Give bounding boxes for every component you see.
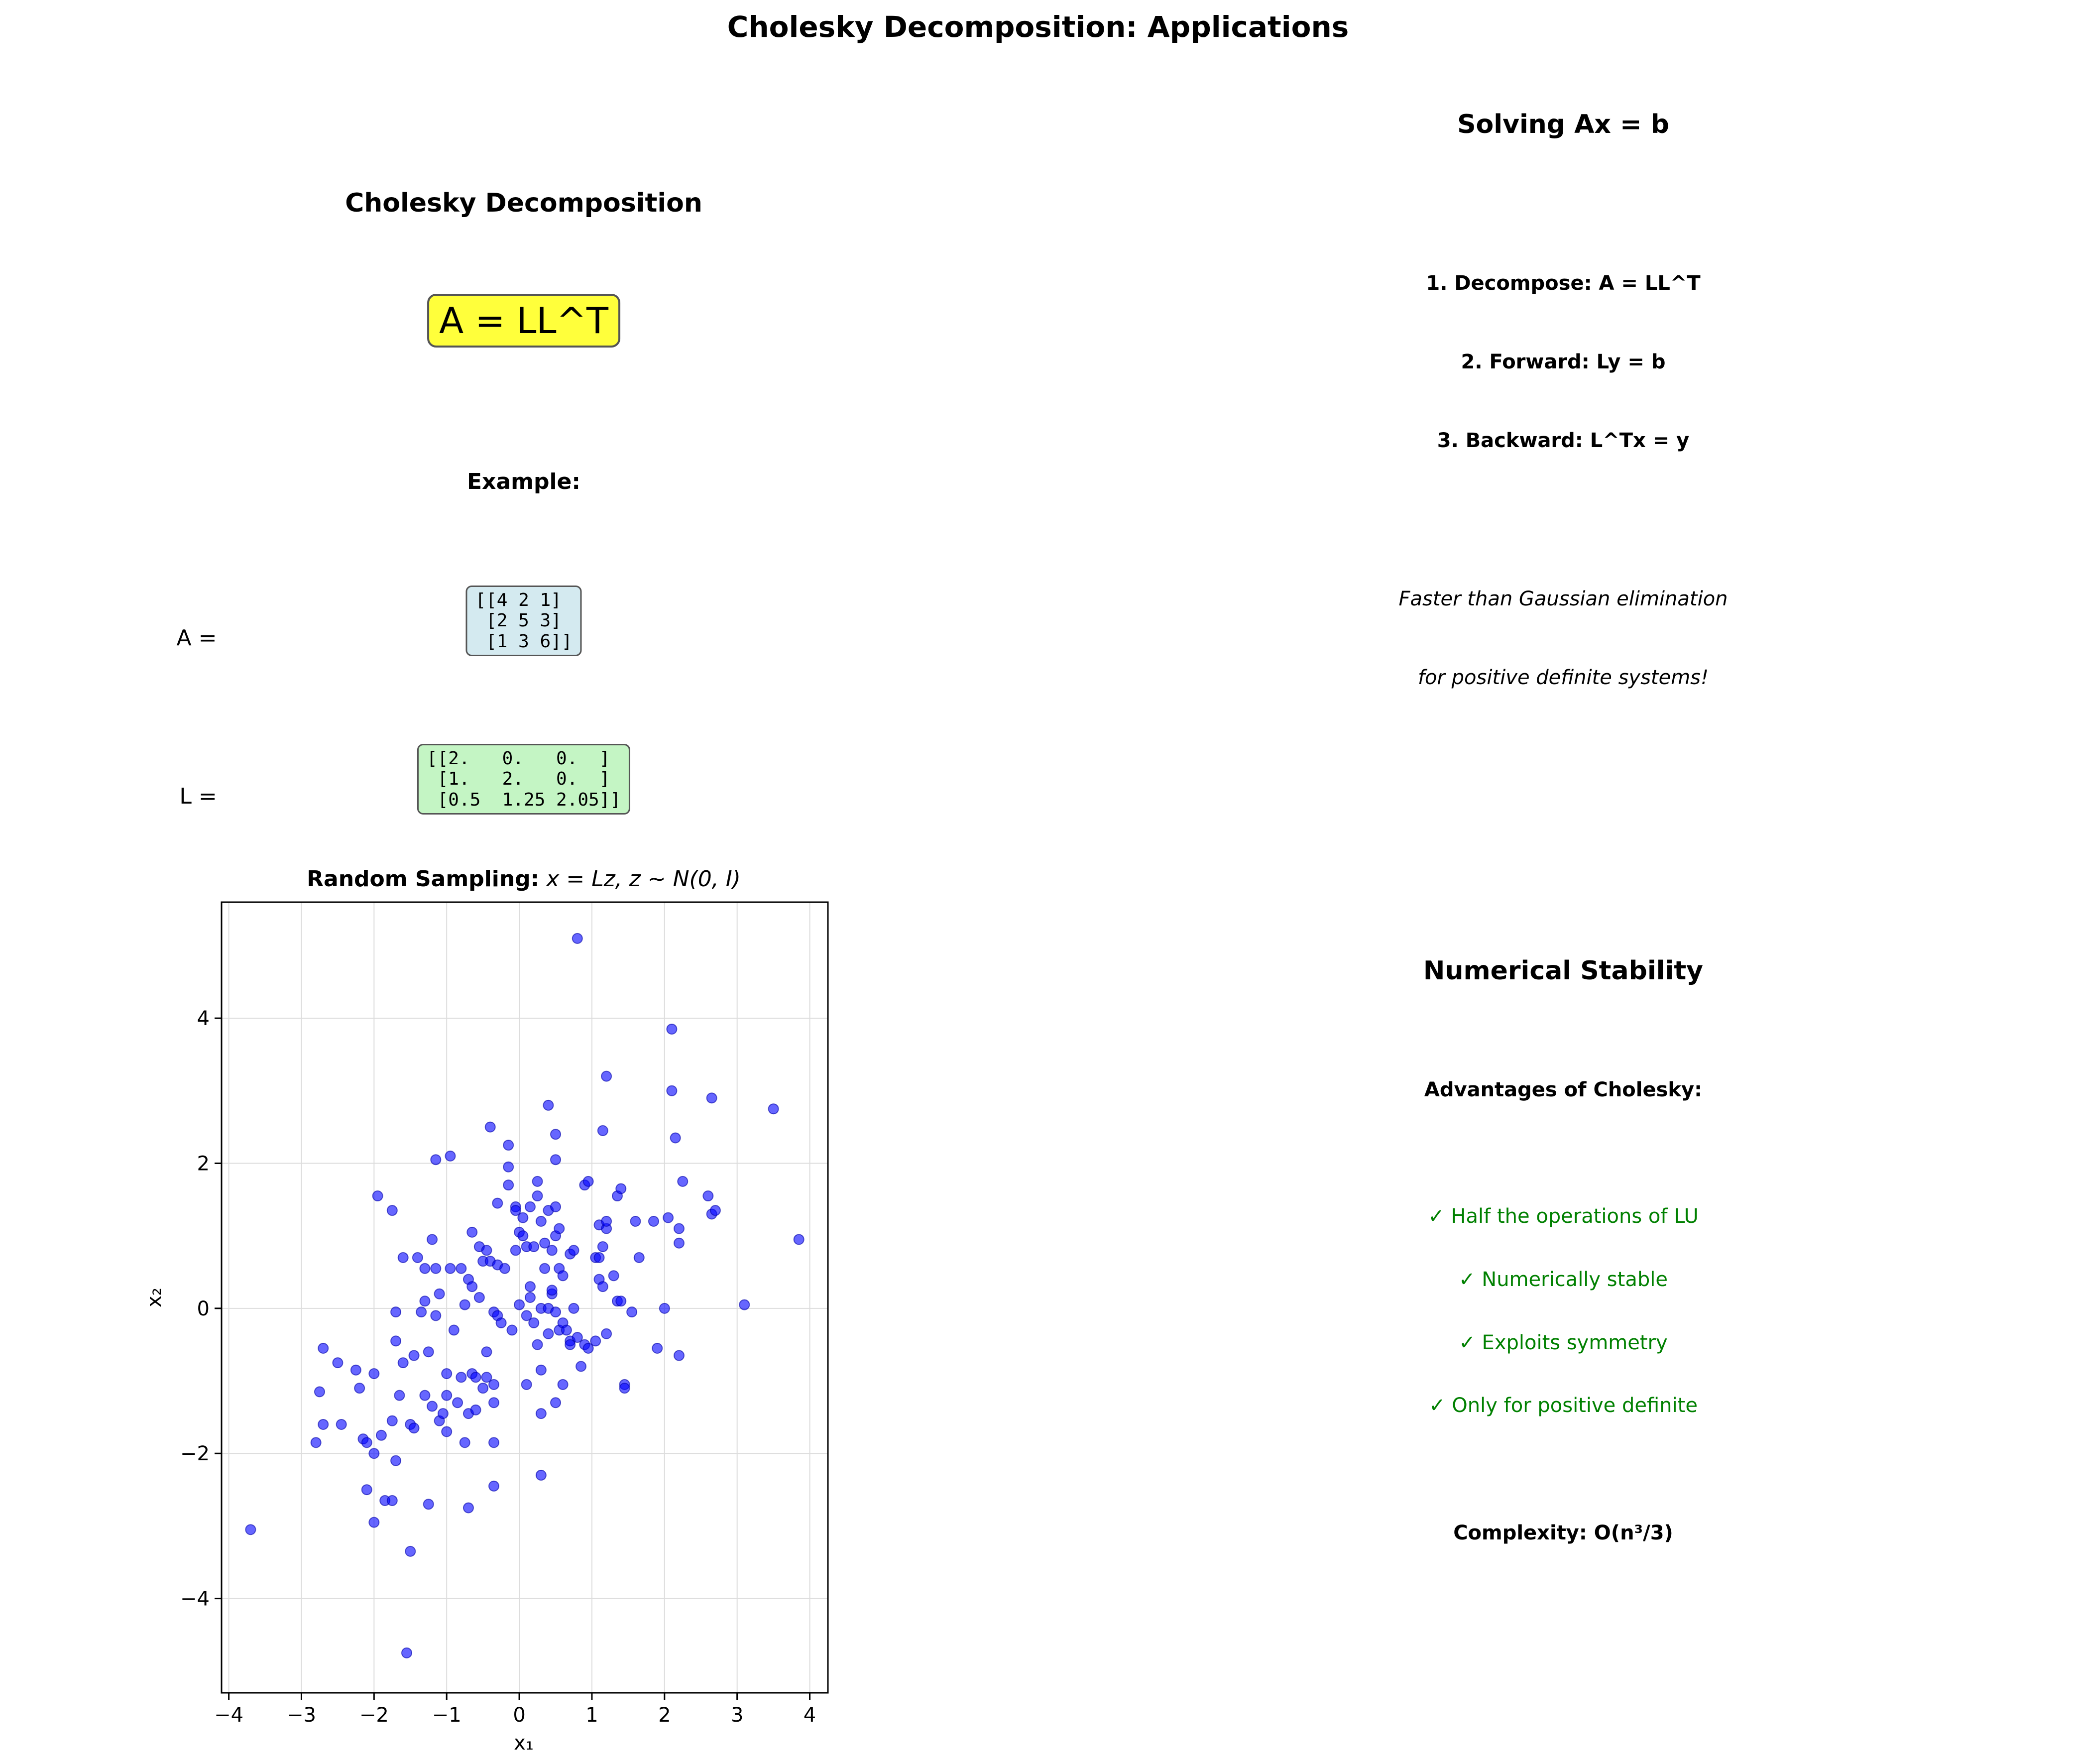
scatter-point [518, 1231, 528, 1241]
scatter-point [420, 1296, 430, 1306]
scatter-point [503, 1162, 513, 1172]
scatter-point [409, 1351, 419, 1361]
scatter-point [442, 1369, 452, 1379]
scatter-point [481, 1245, 491, 1255]
advantages-subtitle: Advantages of Cholesky: [1424, 1078, 1703, 1101]
matrix-a-row: [1 3 6]] [475, 631, 573, 652]
x-axis-label: x₁ [514, 1732, 534, 1755]
scatter-point [525, 1202, 535, 1212]
scatter-point [674, 1351, 684, 1361]
scatter-point [351, 1365, 361, 1375]
scatter-point [551, 1155, 561, 1165]
scatter-point [540, 1264, 550, 1274]
scatter-title-math: x = Lz, z ~ N(0, I) [539, 866, 741, 892]
scatter-point [529, 1318, 539, 1328]
scatter-point [543, 1329, 553, 1339]
scatter-point [554, 1224, 564, 1234]
scatter-point [674, 1224, 684, 1234]
scatter-point [634, 1253, 644, 1263]
scatter-point [707, 1093, 717, 1103]
point-layer [245, 934, 804, 1658]
scatter-point [667, 1086, 677, 1096]
scatter-point [551, 1307, 561, 1317]
step-backward: 3. Backward: L^Tx = y [1437, 429, 1690, 452]
scatter-point [551, 1129, 561, 1139]
scatter-point [522, 1380, 532, 1390]
scatter-point [481, 1347, 491, 1357]
scatter-point [435, 1289, 445, 1299]
scatter-point [671, 1133, 681, 1143]
scatter-point [525, 1282, 535, 1292]
y-tick-label: −4 [180, 1587, 210, 1611]
scatter-point [456, 1264, 466, 1274]
scatter-point [474, 1293, 484, 1302]
scatter-point [413, 1253, 423, 1263]
scatter-point [460, 1300, 470, 1310]
scatter-point [507, 1325, 517, 1335]
scatter-point [376, 1430, 386, 1440]
scatter-point [536, 1216, 546, 1226]
scatter-point [518, 1213, 528, 1223]
scatter-point [467, 1282, 477, 1292]
scatter-point [427, 1234, 437, 1244]
scatter-point [387, 1416, 397, 1426]
scatter-point [703, 1191, 713, 1201]
scatter-point [536, 1470, 546, 1480]
scatter-point [449, 1325, 459, 1335]
scatter-point [405, 1546, 415, 1556]
scatter-point [460, 1437, 470, 1447]
scatter-point [471, 1405, 481, 1415]
scatter-point [496, 1318, 506, 1328]
scatter-point [387, 1205, 397, 1215]
step-decompose: 1. Decompose: A = LL^T [1426, 272, 1701, 295]
scatter-point [536, 1365, 546, 1375]
scatter-point [533, 1340, 543, 1350]
scatter-point [409, 1423, 419, 1433]
scatter-point [503, 1180, 513, 1190]
scatter-point [514, 1300, 524, 1310]
matrix-a-row: [[4 2 1] [475, 590, 562, 610]
scatter-point [547, 1285, 557, 1295]
scatter-point [551, 1202, 561, 1212]
scatter-point [391, 1336, 401, 1346]
scatter-point [533, 1191, 543, 1201]
scatter-point [318, 1419, 328, 1429]
scatter-point [558, 1380, 568, 1390]
formula-box: A = LL^T [427, 294, 620, 348]
scatter-point [394, 1391, 404, 1401]
scatter-point [598, 1242, 608, 1252]
scatter-point [660, 1303, 670, 1313]
scatter-point [369, 1448, 379, 1458]
scatter-point [478, 1383, 488, 1393]
scatter-point [794, 1234, 804, 1244]
scatter-point [471, 1372, 481, 1382]
scatter-point [398, 1253, 408, 1263]
scatter-point [442, 1391, 452, 1401]
scatter-point [590, 1336, 600, 1346]
advantage-item: ✓ Only for positive definite [1429, 1394, 1698, 1417]
scatter-point [424, 1499, 434, 1509]
tick-layer [180, 1007, 816, 1727]
x-tick-label: −4 [214, 1704, 244, 1727]
x-tick-label: 3 [730, 1704, 744, 1727]
scatter-point [678, 1176, 688, 1186]
scatter-point [627, 1307, 637, 1317]
scatter-point [529, 1242, 539, 1252]
step-forward: 2. Forward: Ly = b [1461, 351, 1666, 373]
scatter-point [569, 1245, 578, 1255]
scatter-point [667, 1024, 677, 1034]
scatter-point [558, 1271, 568, 1281]
scatter-point [569, 1303, 578, 1313]
complexity-label: Complexity: O(n³/3) [1453, 1522, 1673, 1544]
scatter-point [362, 1437, 372, 1447]
scatter-point [551, 1398, 561, 1408]
scatter-point [543, 1100, 553, 1110]
x-tick-label: −1 [432, 1704, 461, 1727]
scatter-point [674, 1238, 684, 1248]
y-tick-label: 0 [197, 1297, 210, 1320]
scatter-point [562, 1325, 572, 1335]
scatter-point [598, 1126, 608, 1136]
scatter-point [489, 1380, 499, 1390]
scatter-point [337, 1419, 346, 1429]
scatter-point [573, 934, 582, 943]
scatter-point [616, 1296, 626, 1306]
scatter-point [601, 1329, 611, 1339]
x-tick-label: 2 [658, 1704, 671, 1727]
scatter-point [620, 1383, 630, 1393]
matrix-l-row: [[2. 0. 0. ] [426, 748, 610, 769]
scatter-point [318, 1343, 328, 1353]
scatter-point [489, 1481, 499, 1491]
y-axis-label: x₂ [142, 1288, 166, 1307]
matrix-a-row: [2 5 3] [475, 610, 562, 631]
scatter-point [601, 1216, 611, 1226]
scatter-point [373, 1191, 383, 1201]
matrix-l-row: [1. 2. 0. ] [426, 769, 610, 790]
scatter-point [583, 1176, 593, 1186]
scatter-point [420, 1391, 430, 1401]
solving-panel-title: Solving Ax = b [1457, 110, 1669, 139]
scatter-point [710, 1205, 720, 1215]
scatter-point [467, 1227, 477, 1237]
scatter-point [445, 1151, 455, 1161]
scatter-point [442, 1427, 452, 1437]
scatter-point [598, 1282, 608, 1292]
scatter-point [630, 1216, 640, 1226]
scatter-point [354, 1383, 364, 1393]
scatter-point [402, 1648, 412, 1658]
scatter-point [420, 1264, 430, 1274]
scatter-point [649, 1216, 659, 1226]
scatter-point [533, 1176, 543, 1186]
scatter-point [503, 1140, 513, 1150]
scatter-point [456, 1372, 466, 1382]
advantage-item: ✓ Numerically stable [1459, 1268, 1668, 1291]
stability-panel-title: Numerical Stability [1423, 956, 1704, 986]
matrix-a-label: A = [176, 625, 217, 651]
scatter-point [431, 1310, 441, 1320]
advantage-item: ✓ Exploits symmetry [1459, 1331, 1668, 1354]
x-tick-label: −3 [286, 1704, 316, 1727]
matrix-l-row: [0.5 1.25 2.05]] [426, 789, 621, 810]
x-tick-label: −2 [359, 1704, 389, 1727]
cholesky-panel-title: Cholesky Decomposition [345, 188, 702, 218]
scatter-point [489, 1398, 499, 1408]
scatter-point [492, 1198, 502, 1208]
scatter-point [438, 1409, 448, 1418]
scatter-point [652, 1343, 662, 1353]
scatter-point [525, 1293, 535, 1302]
scatter-point [431, 1155, 441, 1165]
scatter-point [536, 1409, 546, 1418]
scatter-point [387, 1496, 397, 1506]
scatter-point [453, 1398, 462, 1408]
scatter-point [445, 1264, 455, 1274]
scatter-point [424, 1347, 434, 1357]
scatter-point [601, 1071, 611, 1081]
scatter-point [369, 1369, 379, 1379]
scatter-point [398, 1358, 408, 1368]
scatter-point [245, 1525, 255, 1534]
y-tick-label: 2 [197, 1152, 210, 1176]
scatter-point [547, 1245, 557, 1255]
scatter-point [576, 1361, 586, 1371]
y-tick-label: −2 [180, 1442, 210, 1466]
scatter-point [485, 1122, 495, 1132]
scatter-point [663, 1213, 673, 1223]
scatter-point [616, 1183, 626, 1193]
scatter-point [311, 1437, 321, 1447]
scatter-point [369, 1518, 379, 1528]
scatter-point [427, 1402, 437, 1411]
matrix-l-label: L = [179, 784, 217, 809]
scatter-point [416, 1307, 426, 1317]
scatter-point [769, 1104, 779, 1114]
scatter-point [391, 1307, 401, 1317]
example-heading: Example: [467, 469, 580, 494]
scatter-point [500, 1264, 510, 1274]
scatter-point [609, 1271, 619, 1281]
scatter-point [594, 1253, 604, 1263]
x-tick-label: 1 [585, 1704, 598, 1727]
figure-title: Cholesky Decomposition: Applications [727, 10, 1349, 44]
note-line-2: for positive definite systems! [1417, 666, 1709, 689]
scatter-point [362, 1485, 372, 1495]
scatter-point [463, 1503, 473, 1513]
x-tick-label: 0 [513, 1704, 526, 1727]
scatter-point [489, 1437, 499, 1447]
scatter-point [333, 1358, 343, 1368]
advantage-item: ✓ Half the operations of LU [1428, 1205, 1699, 1228]
scatter-point [315, 1387, 325, 1397]
scatter-point [431, 1264, 441, 1274]
scatter-point [391, 1456, 401, 1466]
scatter-point [739, 1300, 749, 1310]
scatter-title-prefix: Random Sampling: [307, 866, 540, 892]
note-line-1: Faster than Gaussian elimination [1398, 588, 1728, 610]
x-tick-label: 4 [803, 1704, 816, 1727]
y-tick-label: 4 [197, 1007, 210, 1031]
scatter-point [511, 1245, 521, 1255]
